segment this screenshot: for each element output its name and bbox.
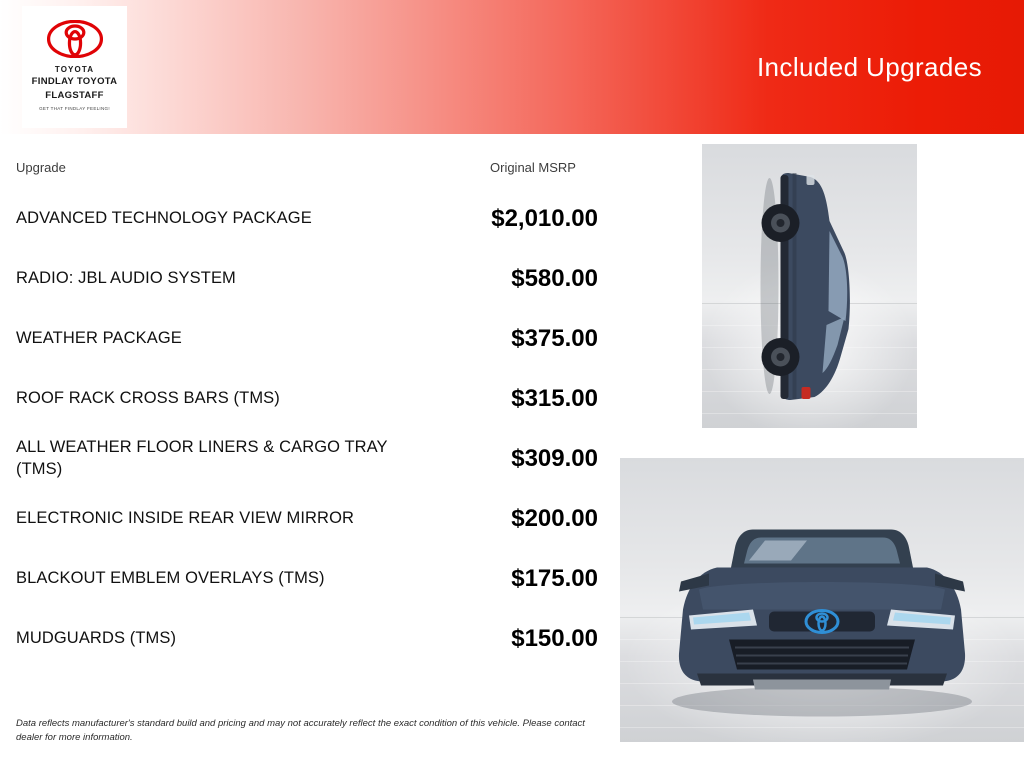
upgrade-name: BLACKOUT EMBLEM OVERLAYS (TMS) [16, 569, 325, 588]
upgrade-name: ADVANCED TECHNOLOGY PACKAGE [16, 209, 312, 228]
table-row [0, 549, 620, 609]
vehicle-side-view-photo [702, 144, 917, 428]
car-side-illustration [753, 161, 866, 411]
column-header-msrp: Original MSRP [490, 160, 576, 175]
header-banner [0, 0, 1024, 134]
upgrade-price: $580.00 [511, 265, 598, 292]
toyota-emblem-icon [47, 20, 103, 58]
upgrade-name: ROOF RACK CROSS BARS (TMS) [16, 389, 280, 408]
upgrade-price: $175.00 [511, 565, 598, 592]
table-row [0, 489, 620, 549]
upgrade-name: ALL WEATHER FLOOR LINERS & CARGO TRAY (TMS) [16, 438, 388, 478]
upgrades-row-list [0, 189, 620, 669]
upgrade-price: $2,010.00 [491, 205, 598, 232]
upgrade-name: ELECTRONIC INSIDE REAR VIEW MIRROR [16, 509, 355, 528]
table-row [0, 309, 620, 369]
logo-brand-text: TOYOTA [54, 65, 95, 74]
dealer-logo-card [22, 6, 127, 128]
upgrade-name: RADIO: JBL AUDIO SYSTEM [16, 269, 236, 288]
upgrade-price: $375.00 [511, 325, 598, 352]
column-header-upgrade: Upgrade [16, 160, 66, 175]
upgrade-name: MUDGUARDS (TMS) [16, 629, 177, 648]
logo-tagline: GET THAT FINDLAY FEELING! [39, 105, 110, 111]
disclaimer-text: Data reflects manufacturer's standard build and pricing and may not accurately reflect the exact condition of this vehicle. Please contact dealer for more information. [16, 717, 585, 744]
upgrade-price: $200.00 [511, 505, 598, 532]
table-row [0, 429, 620, 489]
table-row [0, 249, 620, 309]
vehicle-front-view-photo [620, 458, 1024, 742]
car-front-illustration [657, 494, 987, 729]
upgrade-name: WEATHER PACKAGE [16, 329, 182, 348]
table-row [0, 369, 620, 429]
upgrade-price: $315.00 [511, 385, 598, 412]
upgrade-price: $150.00 [511, 625, 598, 652]
page-title: Included Upgrades [756, 52, 982, 82]
logo-dealer-name-line2: FLAGSTAFF [45, 89, 104, 101]
table-row [0, 609, 620, 669]
upgrade-price: $309.00 [511, 445, 598, 472]
upgrades-table [0, 134, 620, 768]
table-row [0, 189, 620, 249]
logo-dealer-name-line1: FINDLAY TOYOTA [31, 76, 118, 87]
